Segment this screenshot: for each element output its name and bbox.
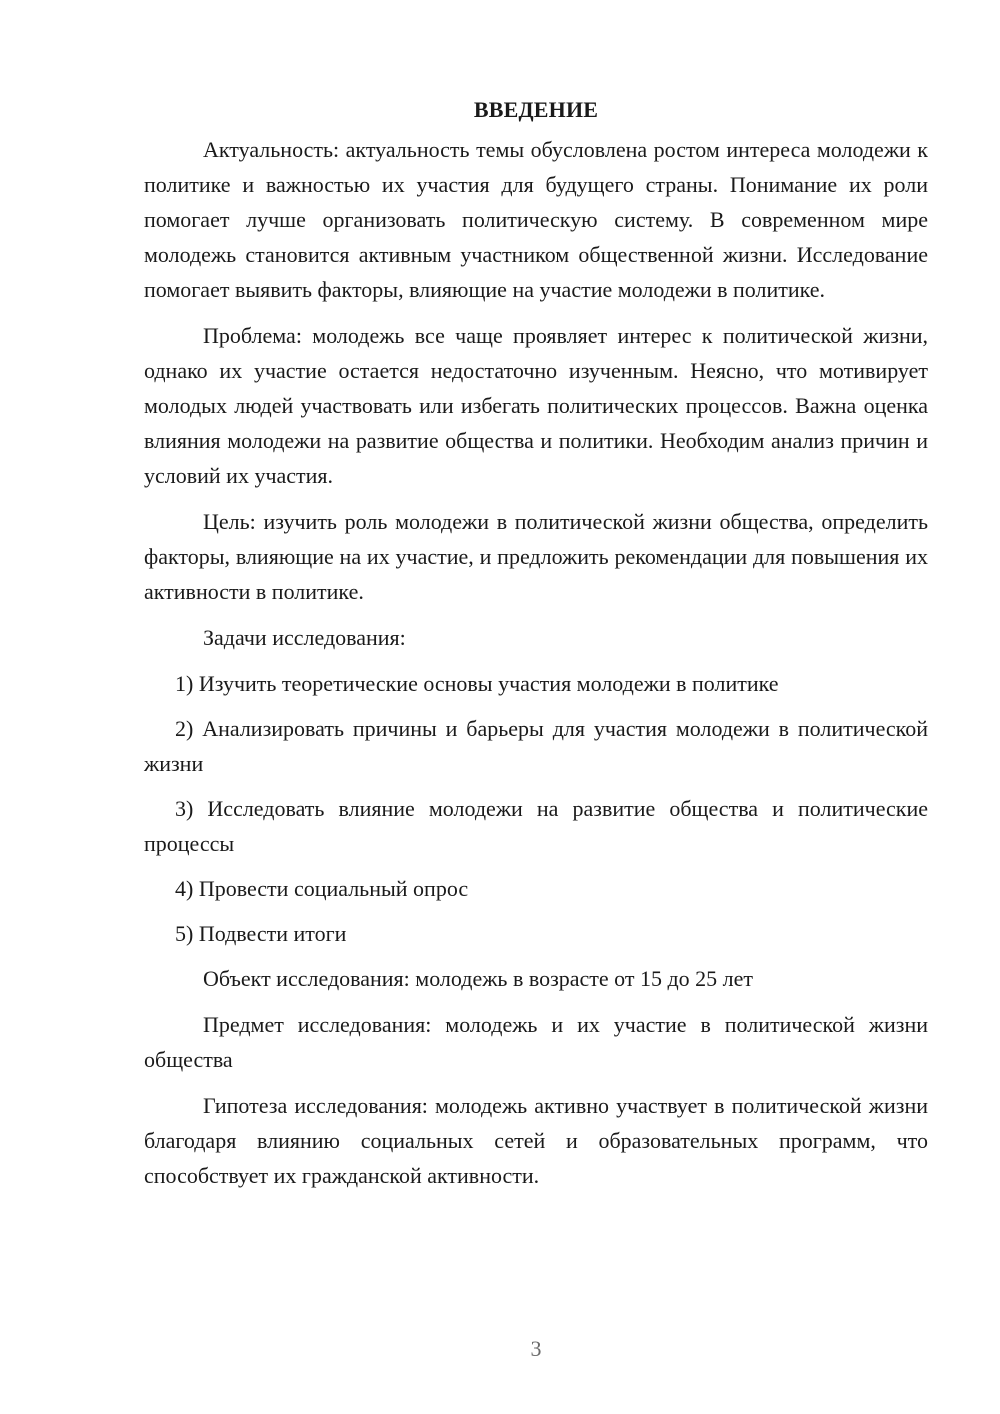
- task-item-5: 5) Подвести итоги: [175, 921, 347, 946]
- task-item-2: 2) Анализировать причины и барьеры для участия молодежи в политической жизни: [144, 716, 928, 776]
- paragraph-relevance: Актуальность: актуальность темы обусловлена ростом интереса молодежи к политике и важностью их участия для будущего страны. Понимание их роли помогает лучше организовать политическую систему. В современном мире молодежь становится активным участником общественной жизни. Исследование помогает выявить факторы, влияющие на участие молодежи в политике.: [144, 137, 928, 302]
- paragraph-problem: Проблема: молодежь все чаще проявляет интерес к политической жизни, однако их участие остается недостаточно изученным. Неясно, что мотивирует молодых людей участвовать или избегать политических процессов. Важна оценка влияния молодежи на развитие общества и политики. Необходим анализ причин и условий их участия.: [144, 323, 928, 488]
- paragraph-hypothesis: Гипотеза исследования: молодежь активно участвует в политической жизни благодаря влиянию социальных сетей и образовательных программ, что способствует их гражданской активности.: [144, 1093, 928, 1188]
- task-item-3: 3) Исследовать влияние молодежи на развитие общества и политические процессы: [144, 796, 928, 856]
- task-item-4: 4) Провести социальный опрос: [175, 876, 469, 901]
- paragraph-object: Объект исследования: молодежь в возрасте от 15 до 25 лет: [203, 966, 754, 991]
- paragraph-goal: Цель: изучить роль молодежи в политической жизни общества, определить факторы, влияющие на их участие, и предложить рекомендации для повышения их активности в политике.: [144, 509, 928, 604]
- page-content: [144, 92, 928, 1204]
- paragraph-subject: Предмет исследования: молодежь и их участие в политической жизни общества: [144, 1012, 928, 1072]
- paragraph-tasks-title: Задачи исследования:: [203, 625, 406, 650]
- task-item-1: 1) Изучить теоретические основы участия молодежи в политике: [175, 671, 779, 696]
- page-number: 3: [530, 1336, 542, 1361]
- section-heading: ВВЕДЕНИЕ: [473, 97, 599, 122]
